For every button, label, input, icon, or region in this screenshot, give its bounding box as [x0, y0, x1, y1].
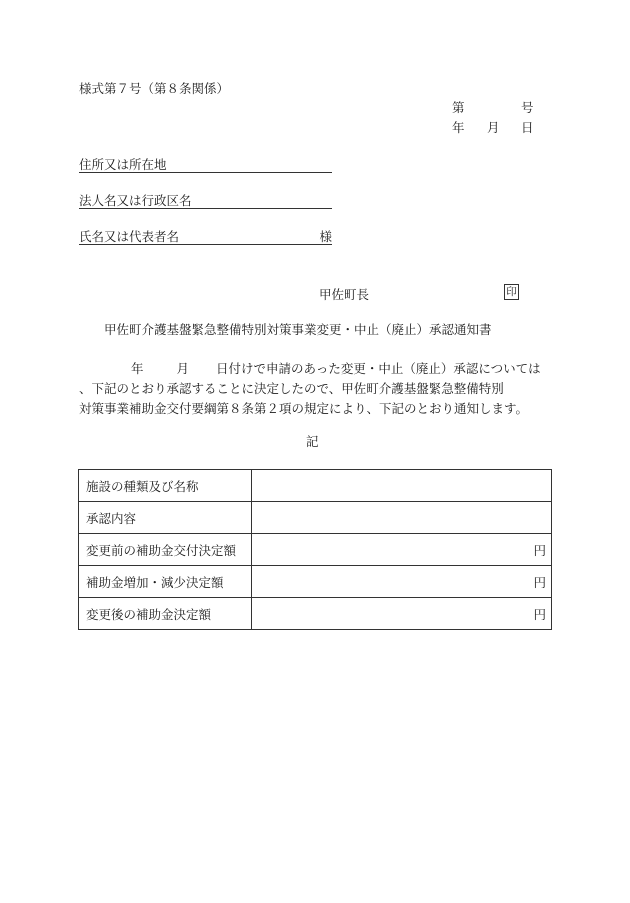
- row-label: 補助金増加・減少決定額: [79, 566, 252, 598]
- form-number: 様式第７号（第８条関係）: [79, 81, 230, 96]
- row-label: 変更前の補助金交付決定額: [79, 534, 252, 566]
- table-row: [79, 470, 552, 502]
- row-value-cell[interactable]: 円: [252, 566, 552, 598]
- body-text-continuation: 日付けで申請のあった変更・中止（廃止）承認については: [216, 361, 541, 376]
- body-year-label: 年: [131, 361, 144, 376]
- table-row: [79, 566, 552, 598]
- ki-heading: 記: [306, 434, 319, 449]
- document-number-label: 第: [452, 100, 465, 115]
- document-title: 甲佐町介護基盤緊急整備特別対策事業変更・中止（廃止）承認通知書: [104, 322, 492, 337]
- body-month-label: 月: [176, 361, 190, 376]
- table-row: [79, 502, 552, 534]
- row-value-cell[interactable]: [252, 470, 552, 502]
- date-month-label: 月: [487, 120, 500, 135]
- date-day-label: 日: [521, 120, 534, 135]
- table-row: [79, 534, 552, 566]
- corporation-name-field[interactable]: [79, 191, 332, 209]
- row-value-cell[interactable]: 円: [252, 534, 552, 566]
- honorific: 様: [319, 229, 332, 244]
- notice-body-line-1: [79, 359, 551, 379]
- row-value-cell[interactable]: 円: [252, 598, 552, 630]
- row-label: 変更後の補助金決定額: [79, 598, 252, 630]
- seal-mark: 印: [504, 284, 519, 300]
- table-row: [79, 598, 552, 630]
- row-value-cell[interactable]: [252, 502, 552, 534]
- detail-table: [78, 469, 552, 630]
- issuer-title: 甲佐町長: [319, 287, 370, 302]
- notice-body-line-3: 対策事業補助金交付要綱第８条第２項の規定により、下記のとおり通知します。: [79, 401, 529, 416]
- notice-body: [79, 359, 551, 419]
- row-label: 承認内容: [79, 502, 252, 534]
- row-label: 施設の種類及び名称: [79, 470, 252, 502]
- representative-name-label: 氏名又は代表者名: [79, 229, 180, 244]
- notice-body-line-2: 、下記のとおり承認することに決定したので、甲佐町介護基盤緊急整備特別: [79, 381, 504, 396]
- corporation-name-label: 法人名又は行政区名: [79, 193, 192, 208]
- representative-name-field[interactable]: [79, 227, 332, 245]
- date-year-label: 年: [452, 120, 465, 135]
- address-label: 住所又は所在地: [79, 157, 167, 172]
- address-field[interactable]: [79, 155, 332, 173]
- document-number-suffix: 号: [521, 100, 534, 115]
